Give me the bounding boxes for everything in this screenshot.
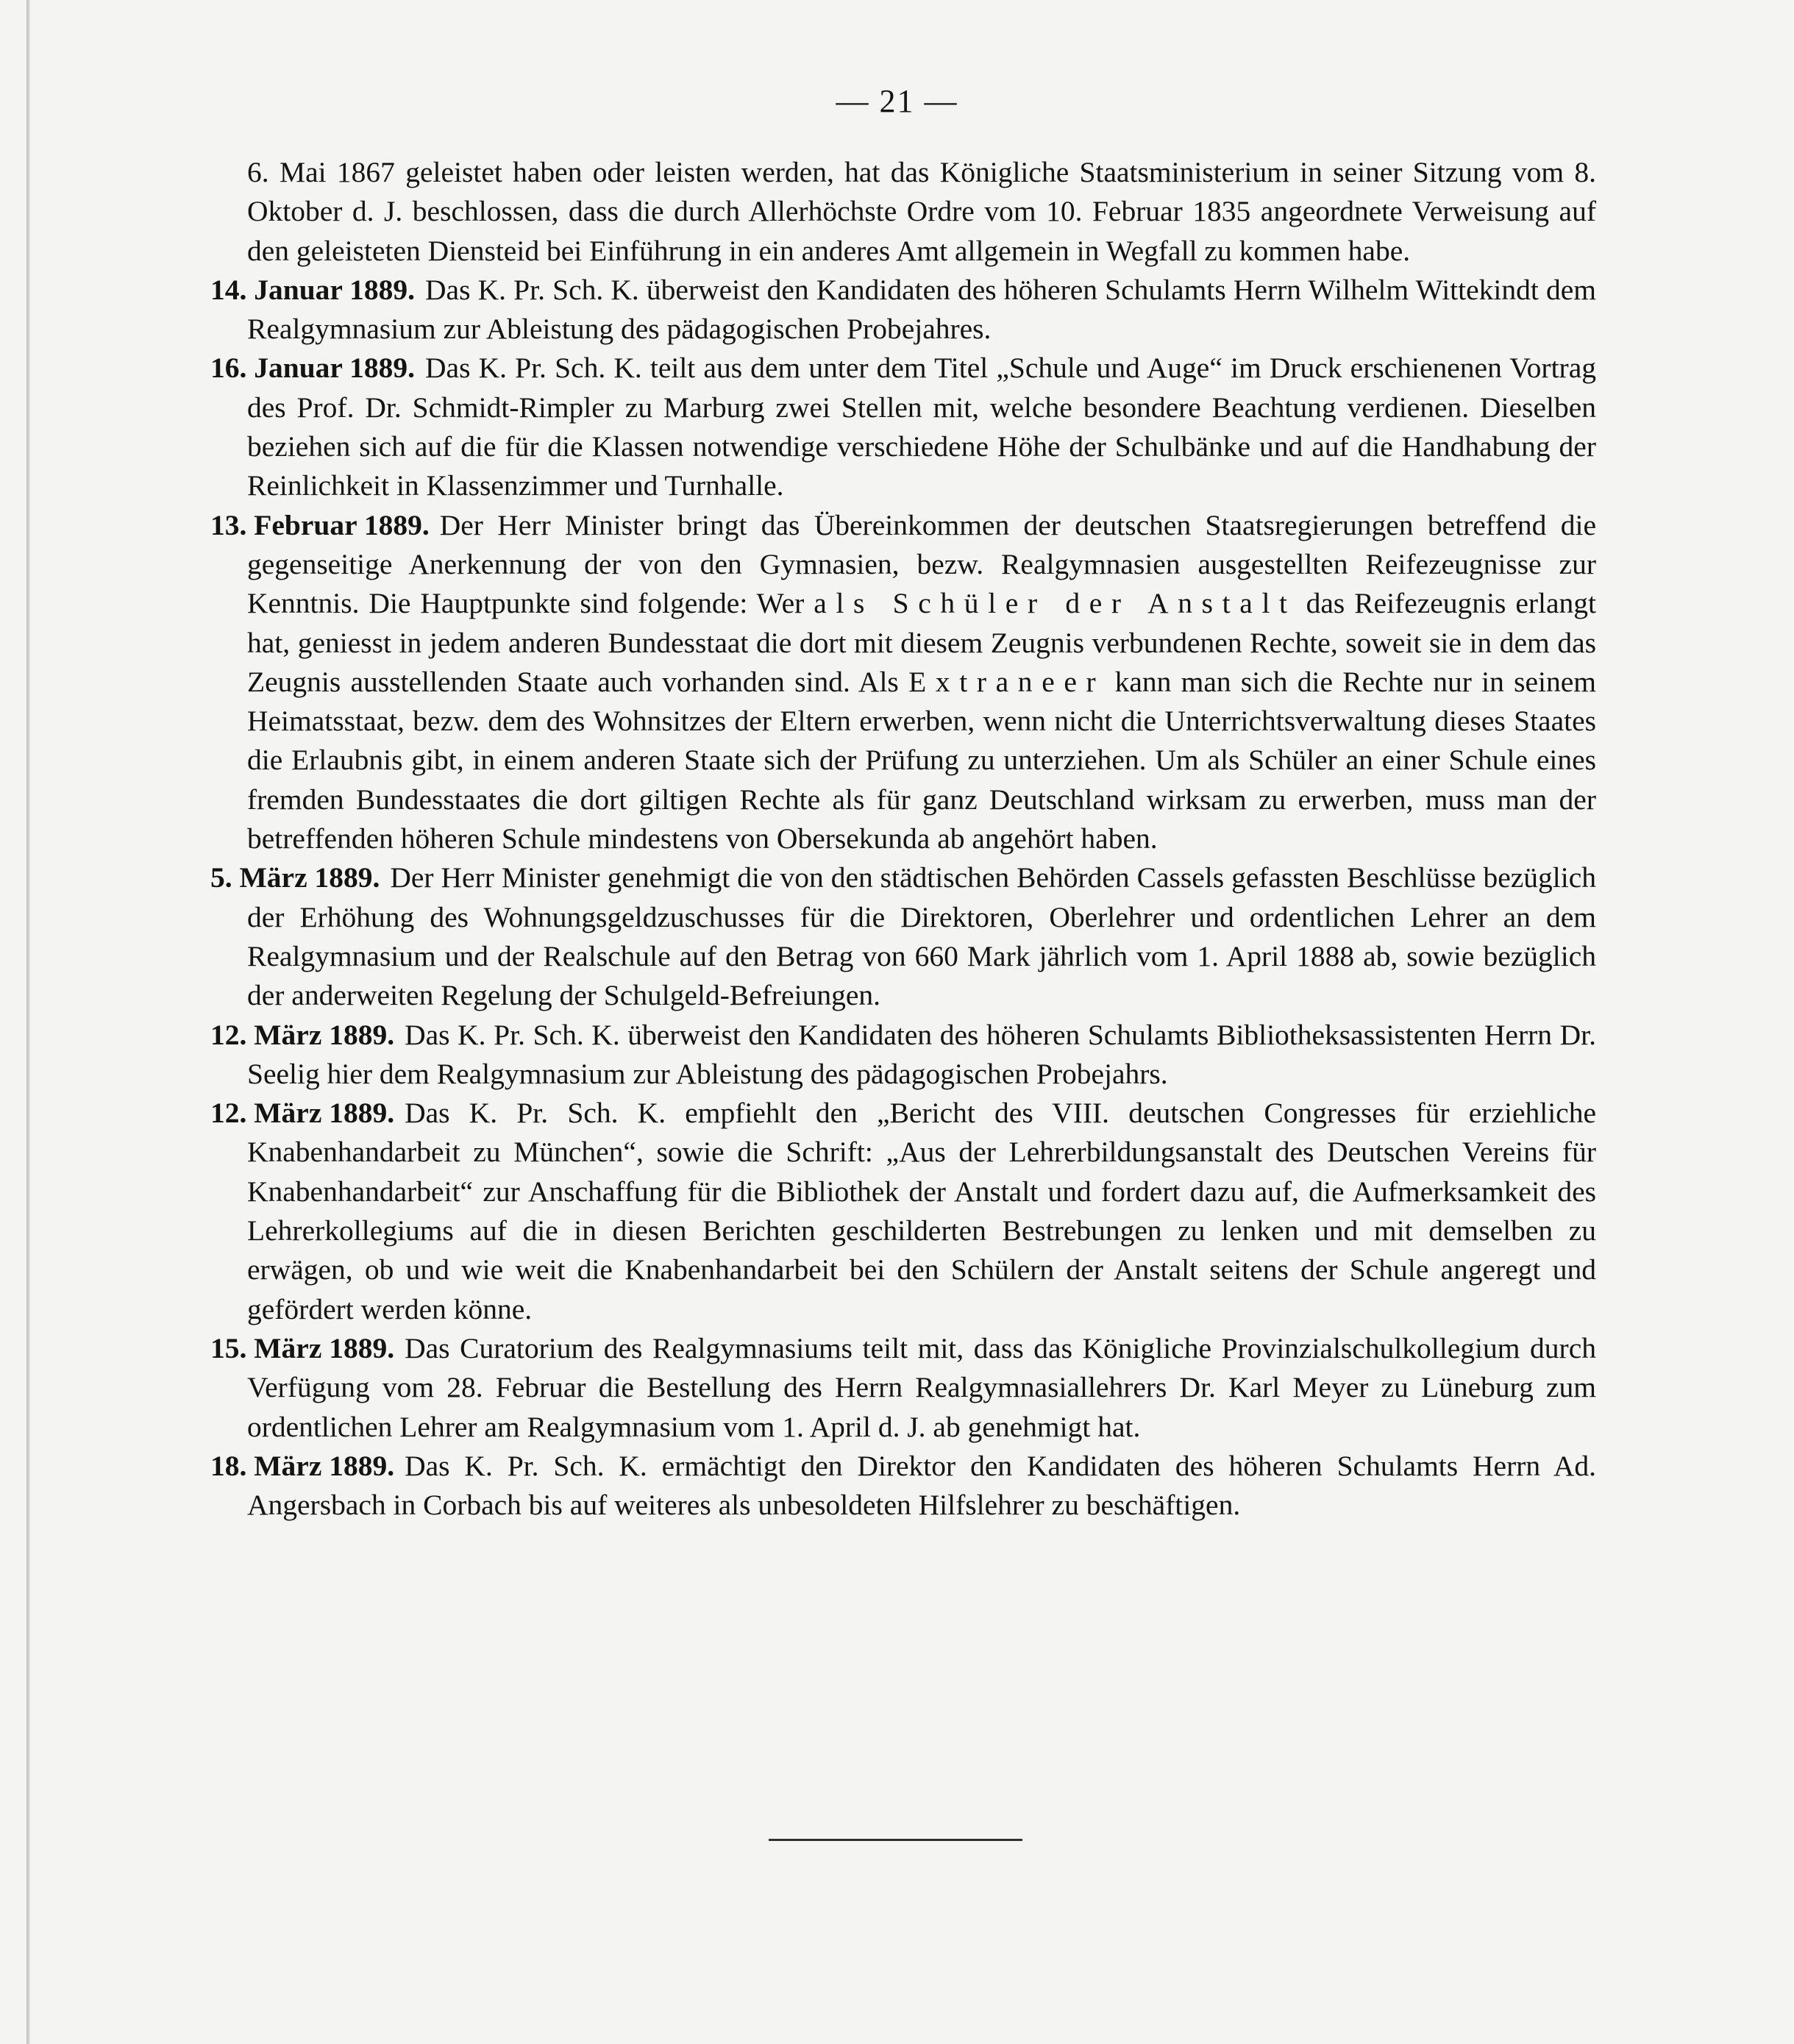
- entry-date: 18. März 1889.: [210, 1449, 395, 1482]
- entry-text: Das K. Pr. Sch. K. teilt aus dem unter dem Titel „Schule und Auge“ im Druck erschienenen Vortrag des Prof. Dr. Schmidt-Rimpler zu Marburg zwei Stellen mit, welche besondere Beachtung verdienen. Dieselben beziehen sich auf die für die Klassen notwendige verschiedene Höhe der Schulbänke und auf die Handhabung der Reinlichkeit in Klassenzimmer und Turnhalle.: [247, 352, 1596, 502]
- entry-15-maerz: [210, 1329, 1596, 1447]
- closing-rule: [769, 1839, 1022, 1841]
- spaced-emphasis: Extraneer: [908, 665, 1106, 698]
- entry-date: 16. Januar 1889.: [210, 352, 416, 385]
- entry-16-januar: [210, 349, 1596, 505]
- entry-text: das Reifezeugnis erlangt hat, geniesst in jedem anderen Bundesstaat die dort mit diesem Zeugnis verbundenen Rechte, soweit sie in dem das Zeugnis ausstellenden Staate auch vorhanden sind. Als: [247, 587, 1596, 698]
- page-number: — 21 —: [836, 83, 958, 119]
- entry-text: Das K. Pr. Sch. K. empfiehlt den „Bericht des VIII. deutschen Congresses für erziehliche Knabenhandarbeit zu München“, sowie die Schrift: „Aus der Lehrerbildungsanstalt des Deutschen Vereins für Knabenhandarbeit“ zur Anschaffung für die Bibliothek der Anstalt und fordert dazu auf, die Aufmerksamkeit des Lehrerkollegiums auf die in diesen Berichten geschilderten Bestrebungen zu lenken und mit demselben zu erwägen, ob und wie weit die Knabenhandarbeit bei den Schülern der Anstalt seitens der Schule angeregt und gefördert werden könne.: [247, 1097, 1596, 1325]
- entry-date: 5. März 1889.: [210, 861, 380, 894]
- entry-text: Das Curatorium des Realgymnasiums teilt mit, dass das Königliche Provinzialschulkollegium durch Verfügung vom 28. Februar die Bestellung des Herrn Realgymnasiallehrers Dr. Karl Meyer zu Lüneburg zum ordentlichen Lehrer am Realgymnasium vom 1. April d. J. ab genehmigt hat.: [247, 1331, 1596, 1443]
- entry-text: Das K. Pr. Sch. K. überweist den Kandidaten des höheren Schulamts Bibliotheksassistenten Herrn Dr. Seelig hier dem Realgymnasium zur Ableistung des pädagogischen Probejahrs.: [247, 1018, 1596, 1090]
- chronicle-text: [210, 153, 1596, 1525]
- entry-13-februar: [210, 506, 1597, 859]
- entry-date: 12. März 1889.: [210, 1097, 395, 1130]
- entry-text: Das K. Pr. Sch. K. ermächtigt den Direktor den Kandidaten des höheren Schulamts Herrn Ad. Angersbach in Corbach bis auf weiteres als unbesoldeten Hilfslehrer zu beschäftigen.: [247, 1449, 1596, 1522]
- entry-date: 12. März 1889.: [210, 1018, 395, 1051]
- spaced-emphasis: als Schüler der Anstalt: [814, 587, 1297, 620]
- entry-date: 14. Januar 1889.: [210, 273, 416, 306]
- entry-12-maerz-a: [210, 1016, 1596, 1094]
- entry-5-maerz: [210, 858, 1596, 1015]
- entry-text: Der Herr Minister bringt das Übereinkommen der deutschen Staatsregierungen betreffend die gegenseitige Anerkennung der von den Gymnasien, bezw. Realgymnasien ausgestellten Reifezeugnisse zur Kenntnis. Die Hauptpunkte sind folgende: Wer: [247, 508, 1596, 620]
- entry-18-maerz: [210, 1447, 1596, 1525]
- entry-text: Das K. Pr. Sch. K. überweist den Kandidaten des höheren Schulamts Herrn Wilhelm Wittekindt dem Realgymnasium zur Ableistung des pädagogischen Probejahres.: [247, 273, 1596, 346]
- entry-date: 13. Februar 1889.: [210, 508, 430, 541]
- binding-fold: [26, 0, 30, 2044]
- entry-text: kann man sich die Rechte nur in seinem Heimatsstaat, bezw. dem des Wohnsitzes der Eltern erwerben, wenn nicht die Unterrichtsverwaltung dieses Staates die Erlaubnis gibt, in einem anderen Staate sich der Prüfung zu unterziehen. Um als Schüler an einer Schule eines fremden Bundesstaates die dort giltigen Rechte als für ganz Deutschland wirksam zu erwerben, muss man der betreffenden höheren Schule mindestens von Obersekunda ab angehört haben.: [247, 665, 1597, 855]
- intro-paragraph: 6. Mai 1867 geleistet haben oder leisten werden, hat das Königliche Staatsministerium in seiner Sitzung vom 8. Oktober d. J. beschlossen, dass die durch Allerhöchste Ordre vom 10. Februar 1835 angeordnete Verweisung auf den geleisteten Diensteid bei Einführung in ein anderes Amt allgemein in Wegfall zu kommen habe.: [247, 156, 1596, 267]
- entry-text: Der Herr Minister genehmigt die von den städtischen Behörden Cassels gefassten Beschlüsse bezüglich der Erhöhung des Wohnungsgeldzuschusses für die Direktoren, Oberlehrer und ordentlichen Lehrer an dem Realgymnasium und der Realschule auf den Betrag von 660 Mark jährlich vom 1. April 1888 ab, sowie bezüglich der anderweiten Regelung der Schulgeld-Befreiungen.: [247, 861, 1596, 1012]
- entry-12-maerz-b: [210, 1094, 1596, 1329]
- entry-date: 15. März 1889.: [210, 1331, 395, 1364]
- entry-14-januar: [210, 271, 1596, 349]
